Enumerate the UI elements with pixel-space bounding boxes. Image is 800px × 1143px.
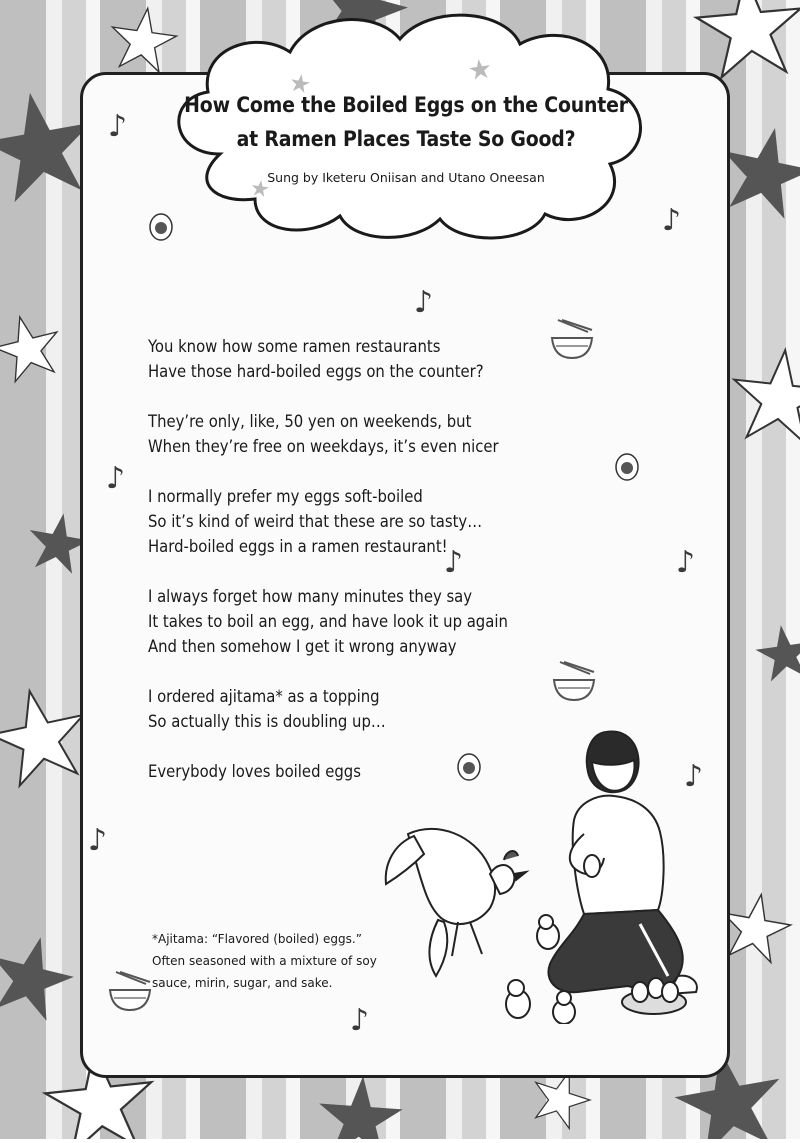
star-icon: [728, 345, 800, 445]
star-icon: [693, 0, 800, 79]
lyric-line: So it’s kind of weird that these are so tasty…: [148, 512, 483, 531]
lyric-line: It takes to boil an egg, and have look it up again: [148, 612, 508, 631]
title-line: at Ramen Places Taste So Good?: [236, 127, 576, 151]
lyric-line: And then somehow I get it wrong anyway: [148, 637, 457, 656]
egg-icon: [148, 212, 174, 242]
title-line: How Come the Boiled Eggs on the Counter: [184, 93, 628, 117]
lyric-line: Hard-boiled eggs in a ramen restaurant!: [148, 537, 448, 556]
lyric-line: They’re only, like, 50 yen on weekends, but: [148, 412, 472, 431]
song-title: [170, 88, 642, 156]
music-note-icon: ♪: [106, 461, 126, 496]
ramen-bowl-icon: [106, 970, 154, 1014]
star-icon: [753, 621, 800, 683]
star-icon: [0, 927, 81, 1024]
rooster-icon: [386, 829, 526, 976]
egg-icon: [614, 452, 640, 482]
lyric-line: When they’re free on weekdays, it’s even nicer: [148, 437, 499, 456]
footnote: *Ajitama: “Flavored (boiled) eggs.” Often seasoned with a mixture of soy sauce, mirin, sugar, and sake.: [152, 932, 377, 990]
lyric-line: You know how some ramen restaurants: [148, 337, 441, 356]
chick-icon: [506, 980, 530, 1018]
song-credits: Sung by Iketeru Oniisan and Utano Oneesan: [267, 170, 545, 185]
boy-figure-icon: [548, 732, 696, 995]
chick-icon: [537, 915, 559, 949]
stanza: [148, 584, 568, 659]
illustration-boy-with-chickens: [378, 724, 708, 1024]
stanza: [148, 334, 568, 384]
star-icon: [316, 1073, 405, 1139]
lyric-line: Have those hard-boiled eggs on the counter?: [148, 362, 484, 381]
music-note-icon: ♪: [684, 759, 704, 794]
music-note-icon: ♪: [88, 823, 108, 858]
stanza: [148, 484, 568, 559]
stanza: [148, 409, 568, 459]
lyric-line: Everybody loves boiled eggs: [148, 762, 361, 781]
music-note-icon: ♪: [414, 285, 434, 320]
music-note-icon: ♪: [108, 109, 128, 144]
star-icon: [0, 309, 66, 384]
lyric-line: I ordered ajitama* as a topping: [148, 687, 380, 706]
music-note-icon: ♪: [676, 545, 696, 580]
music-note-icon: ♪: [350, 1003, 370, 1038]
lyric-line: I always forget how many minutes they say: [148, 587, 473, 606]
music-note-icon: ♪: [662, 203, 682, 238]
chick-icon: [553, 991, 575, 1024]
lyric-line: I normally prefer my eggs soft-boiled: [148, 487, 423, 506]
lyric-line: So actually this is doubling up…: [148, 712, 386, 731]
music-note-icon: ♪: [444, 545, 464, 580]
